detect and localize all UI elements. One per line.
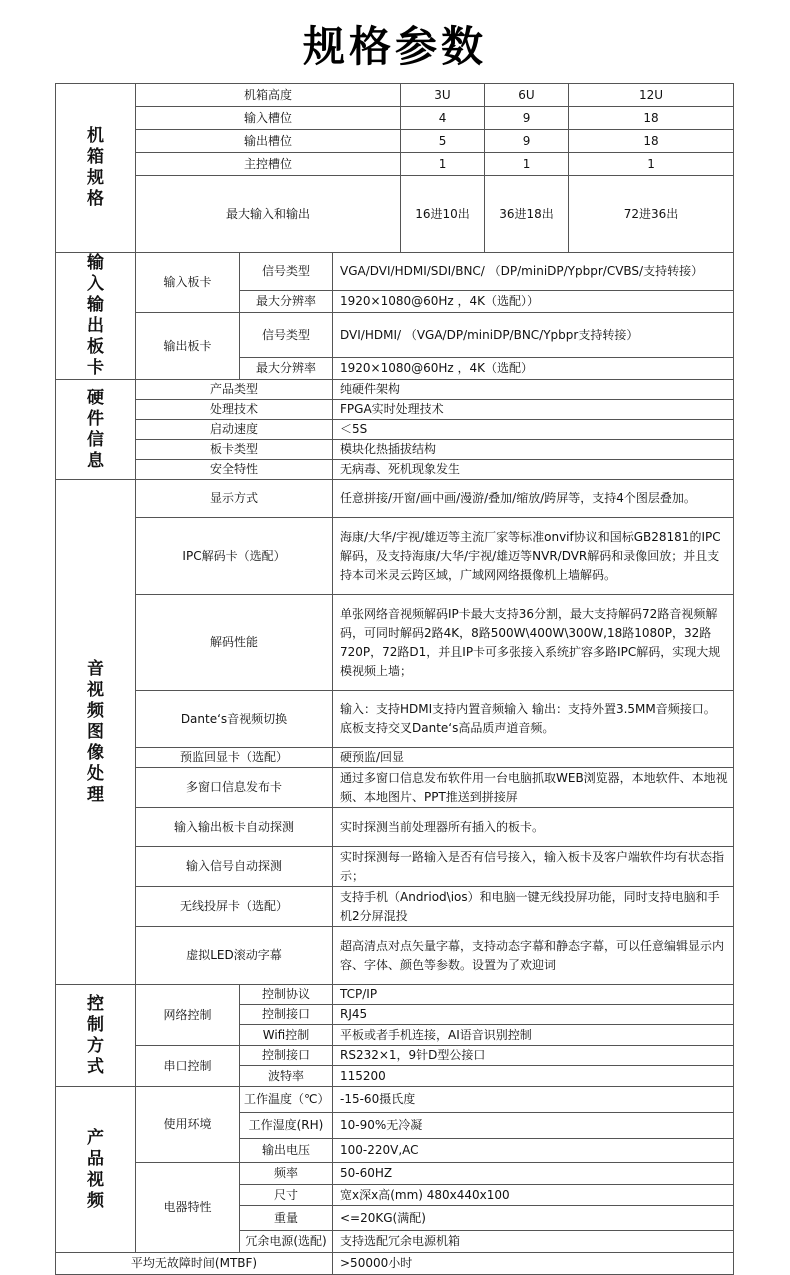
row-value: 1920×1080@60Hz ，4K（选配） — [333, 358, 734, 380]
table-row — [56, 460, 734, 480]
row-label: Dante‘s音视频切换 — [136, 691, 333, 748]
row-value: 输入：支持HDMI支持内置音频输入 输出：支持外置3.5MM音频接口。 底板支持交叉Dante‘s高品质声道音频。 — [333, 691, 734, 748]
table-cell: 9 — [485, 107, 569, 130]
table-row — [56, 927, 734, 985]
row-value: ＜5S — [333, 420, 734, 440]
row-label: 输入槽位 — [136, 107, 401, 130]
row-label: 显示方式 — [136, 480, 333, 518]
table-row — [56, 985, 734, 1005]
table-row — [56, 380, 734, 400]
row-label: 控制接口 — [240, 1046, 333, 1066]
row-label: 信号类型 — [240, 253, 333, 291]
row-label: 频率 — [240, 1163, 333, 1185]
row-label: 安全特性 — [136, 460, 333, 480]
row-value: 支持手机（Andriod\ios）和电脑一键无线投屏功能，同时支持电脑和手机2分屏混投 — [333, 887, 734, 927]
row-label: 控制协议 — [240, 985, 333, 1005]
row-label: 最大输入和输出 — [136, 176, 401, 253]
row-label: 输出电压 — [240, 1139, 333, 1163]
row-value: 通过多窗口信息发布软件用一台电脑抓取WEB浏览器，本地软件、本地视频、本地图片、PPT推送到拼接屏 — [333, 768, 734, 808]
table-cell: 9 — [485, 130, 569, 153]
io-output-card-label: 输出板卡 — [136, 313, 240, 380]
row-value: -15-60摄氏度 — [333, 1087, 734, 1113]
row-value: VGA/DVI/HDMI/SDI/BNC/ （DP/miniDP/Ypbpr/CVBS/支持转接） — [333, 253, 734, 291]
control-serial-label: 串口控制 — [136, 1046, 240, 1087]
table-row — [56, 1087, 734, 1113]
row-label: IPC解码卡（选配） — [136, 518, 333, 595]
table-cell: 36进18出 — [485, 176, 569, 253]
category-av-processing: 音视频图像处理 — [56, 480, 136, 985]
row-label: 冗余电源(选配) — [240, 1231, 333, 1253]
category-control: 控制方式 — [56, 985, 136, 1087]
row-label: 尺寸 — [240, 1185, 333, 1206]
control-network-label: 网络控制 — [136, 985, 240, 1046]
row-value: 平板或者手机连接，AI语音识别控制 — [333, 1025, 734, 1046]
table-row — [56, 176, 734, 253]
row-label: 控制接口 — [240, 1005, 333, 1025]
table-row — [56, 518, 734, 595]
row-value: 宽x深x高(mm) 480x440x100 — [333, 1185, 734, 1206]
table-row — [56, 107, 734, 130]
row-value: 硬预监/回显 — [333, 748, 734, 768]
table-row — [56, 595, 734, 691]
row-label: 输入输出板卡自动探测 — [136, 808, 333, 847]
row-value: FPGA实时处理技术 — [333, 400, 734, 420]
row-label: 最大分辨率 — [240, 358, 333, 380]
row-label: 板卡类型 — [136, 440, 333, 460]
row-label: 输入信号自动探测 — [136, 847, 333, 887]
table-row — [56, 847, 734, 887]
row-value: <=20KG(满配) — [333, 1206, 734, 1231]
table-row — [56, 480, 734, 518]
table-row — [56, 313, 734, 358]
table-row — [56, 691, 734, 748]
table-cell: 18 — [569, 107, 734, 130]
row-value: 单张网络音视频解码IP卡最大支持36分割，最大支持解码72路音视频解码，可同时解码2路4K，8路500W\400W\300W,18路1080P，32路720P，72路D1，并且IP卡可多张接入系统扩容多路IPC解码，实现大规模视频上墙； — [333, 595, 734, 691]
row-value: 模块化热插拔结构 — [333, 440, 734, 460]
row-label: 平均无故障时间(MTBF) — [56, 1253, 333, 1275]
chassis-header-cell: 6U — [485, 84, 569, 107]
row-value: DVI/HDMI/ （VGA/DP/miniDP/BNC/Ypbpr支持转接） — [333, 313, 734, 358]
table-row — [56, 400, 734, 420]
row-label: 机箱高度 — [136, 84, 401, 107]
row-value: 1920×1080@60Hz ，4K（选配）） — [333, 291, 734, 313]
row-value: >50000小时 — [333, 1253, 734, 1275]
row-value: 100-220V,AC — [333, 1139, 734, 1163]
table-row — [56, 1253, 734, 1275]
table-row — [56, 768, 734, 808]
row-label: 产品类型 — [136, 380, 333, 400]
table-cell: 5 — [401, 130, 485, 153]
category-io-cards: 输入输出板卡 — [56, 253, 136, 380]
table-cell: 1 — [401, 153, 485, 176]
row-label: 无线投屏卡（选配） — [136, 887, 333, 927]
chassis-header-row — [56, 84, 734, 107]
table-cell: 1 — [569, 153, 734, 176]
product-env-label: 使用环境 — [136, 1087, 240, 1163]
table-row — [56, 748, 734, 768]
category-product: 产品视频 — [56, 1087, 136, 1253]
table-row — [56, 1163, 734, 1185]
table-row — [56, 808, 734, 847]
row-value: RS232×1，9针D型公接口 — [333, 1046, 734, 1066]
io-input-card-label: 输入板卡 — [136, 253, 240, 313]
row-value: 实时探测当前处理器所有插入的板卡。 — [333, 808, 734, 847]
row-value: 超高清点对点矢量字幕，支持动态字幕和静态字幕，可以任意编辑显示内容、字体、颜色等参数。设置为了欢迎词 — [333, 927, 734, 985]
category-hardware: 硬件信息 — [56, 380, 136, 480]
row-value: 实时探测每一路输入是否有信号接入，输入板卡及客户端软件均有状态指示； — [333, 847, 734, 887]
row-label: 信号类型 — [240, 313, 333, 358]
table-cell: 4 — [401, 107, 485, 130]
row-label: 处理技术 — [136, 400, 333, 420]
row-label: 最大分辨率 — [240, 291, 333, 313]
row-label: 启动速度 — [136, 420, 333, 440]
row-value: 支持选配冗余电源机箱 — [333, 1231, 734, 1253]
category-chassis: 机箱规格 — [56, 84, 136, 253]
table-cell: 18 — [569, 130, 734, 153]
row-label: 工作湿度(RH) — [240, 1113, 333, 1139]
product-elec-label: 电器特性 — [136, 1163, 240, 1253]
spec-table — [55, 83, 734, 1275]
table-row — [56, 1046, 734, 1066]
table-row — [56, 253, 734, 291]
row-value: 50-60HZ — [333, 1163, 734, 1185]
row-value: 10-90%无冷凝 — [333, 1113, 734, 1139]
table-cell: 72进36出 — [569, 176, 734, 253]
row-label: 工作温度（℃） — [240, 1087, 333, 1113]
row-label: 重量 — [240, 1206, 333, 1231]
table-row — [56, 153, 734, 176]
table-row — [56, 420, 734, 440]
row-label: 预监回显卡（选配） — [136, 748, 333, 768]
row-value: 纯硬件架构 — [333, 380, 734, 400]
row-label: 输出槽位 — [136, 130, 401, 153]
page-title: 规格参数 — [302, 22, 487, 71]
table-row — [56, 887, 734, 927]
row-value: 无病毒、死机现象发生 — [333, 460, 734, 480]
table-cell: 16进10出 — [401, 176, 485, 253]
row-value: RJ45 — [333, 1005, 734, 1025]
row-value: 任意拼接/开窗/画中画/漫游/叠加/缩放/跨屏等，支持4个图层叠加。 — [333, 480, 734, 518]
row-value: 115200 — [333, 1066, 734, 1087]
row-label: 虚拟LED滚动字幕 — [136, 927, 333, 985]
row-label: 主控槽位 — [136, 153, 401, 176]
row-label: 波特率 — [240, 1066, 333, 1087]
row-value: 海康/大华/宇视/雄迈等主流厂家等标准onvif协议和国标GB28181的IPC解码，及支持海康/大华/宇视/雄迈等NVR/DVR解码和录像回放；并且支持本司米灵云跨区域，广域网网络摄像机上墙解码。 — [333, 518, 734, 595]
table-row — [56, 440, 734, 460]
row-label: 多窗口信息发布卡 — [136, 768, 333, 808]
chassis-header-cell: 12U — [569, 84, 734, 107]
table-row — [56, 130, 734, 153]
table-cell: 1 — [485, 153, 569, 176]
row-value: TCP/IP — [333, 985, 734, 1005]
row-label: Wifi控制 — [240, 1025, 333, 1046]
row-label: 解码性能 — [136, 595, 333, 691]
chassis-header-cell: 3U — [401, 84, 485, 107]
